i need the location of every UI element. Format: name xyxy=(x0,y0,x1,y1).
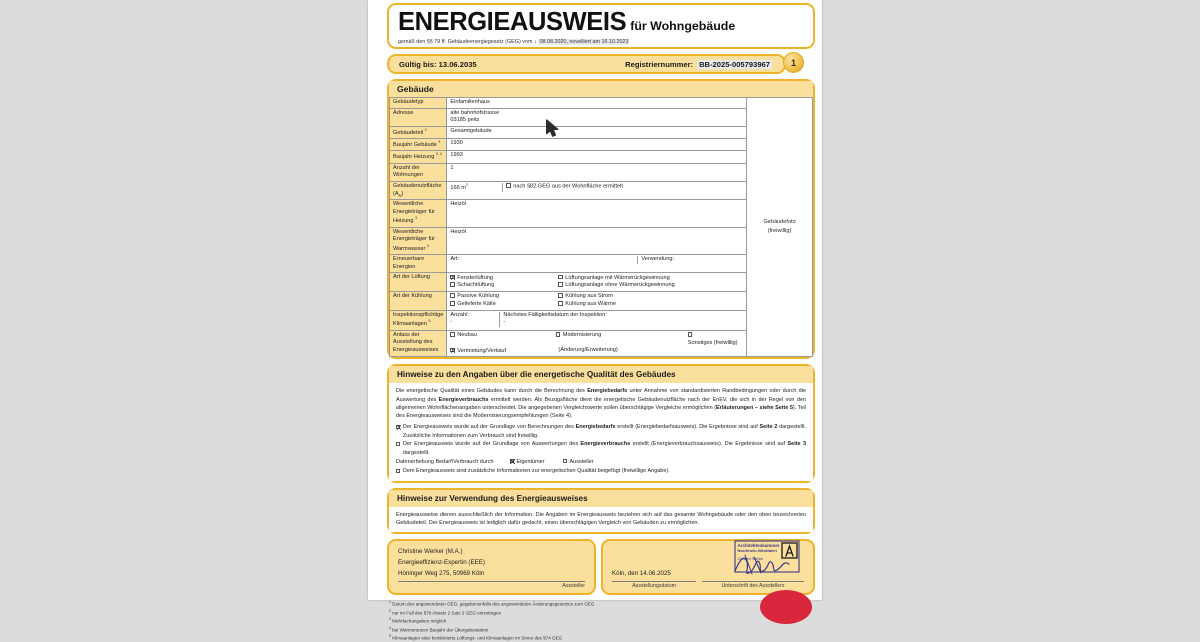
issue-reason-option-4 xyxy=(558,347,693,355)
option-zusatzinfo[interactable] xyxy=(396,467,806,475)
renewables-label: Erneuerbare Energien xyxy=(390,255,447,273)
ac-count-label: Anzahl: xyxy=(450,311,470,318)
issue-reason-label-2: Energieausweises xyxy=(393,346,439,353)
issue-reason-option-2-label: Sonstiges (freiwillig) xyxy=(687,339,738,346)
data-collection-option-1-label: Aussteller xyxy=(569,458,594,465)
building-part-label xyxy=(390,126,447,138)
registration-number-group xyxy=(625,60,774,69)
usable-area-number: 166 m xyxy=(450,184,466,191)
issue-reason-option-0[interactable] xyxy=(450,332,556,347)
footnote-text: Klimaanlagen oder kombinierte Lüftungs- und Klimaanlagen im Sinne des §74 GEG xyxy=(392,635,563,641)
cooling-row-1 xyxy=(450,293,743,301)
ventilation-option-0-label: Fensterlüftung xyxy=(457,274,494,281)
building-photo-sublabel: (freiwillig) xyxy=(767,228,792,235)
table-row xyxy=(390,227,747,255)
valid-until-label: Gültig bis: 13.06.2035 xyxy=(399,59,477,69)
page-subtitle: für Wohngebäude xyxy=(630,19,736,33)
issue-reason-option-3-label: Vermietung/Verkauf xyxy=(457,347,507,354)
option-energiebedarf[interactable] xyxy=(396,423,806,440)
issue-reason-option-3[interactable] xyxy=(450,347,558,355)
signature-area xyxy=(387,539,815,595)
signature-caption: Unterschrift des Ausstellers xyxy=(721,583,785,590)
table-row xyxy=(390,98,747,109)
quality-notes-heading: Hinweise zu den Angaben über die energetische Qualität des Gebäudes xyxy=(389,366,813,383)
heating-energy-source-footnote: 3 xyxy=(415,216,418,221)
table-row xyxy=(390,273,747,292)
checkbox-icon[interactable] xyxy=(558,293,562,297)
document-title-block xyxy=(387,3,815,49)
issuer-name: Christine Werker (M.A.) xyxy=(398,548,463,556)
building-table xyxy=(389,97,747,357)
heating-year-footnote: 3, 4 xyxy=(435,152,442,157)
issue-reason-row-1 xyxy=(450,332,743,347)
table-row xyxy=(390,292,747,311)
issue-reason-option-2[interactable] xyxy=(688,332,743,347)
cooling-option-2[interactable] xyxy=(450,301,558,309)
building-photo-label: Gebäudefoto xyxy=(763,218,796,225)
ventilation-options-cell[interactable] xyxy=(447,273,747,292)
usage-notes-heading: Hinweise zur Verwendung des Energieausweises xyxy=(389,490,813,507)
issuer-panel xyxy=(387,539,596,595)
ac-inspection-label-2: Klimaanlagen xyxy=(393,321,427,328)
issue-date-value: Köln, den 14.06.2025 xyxy=(612,569,671,577)
ob-e: dargestellt. Zusätzliche Informationen zum Verbrauch sind freiwillig. xyxy=(402,424,807,439)
quality-notes-paragraph xyxy=(396,387,806,420)
issue-date-column xyxy=(612,569,696,590)
ac-due-label: Nächstes Fälligkeitsdatum der Inspektion: xyxy=(503,311,607,318)
checkbox-icon[interactable] xyxy=(450,332,454,336)
table-row xyxy=(390,151,747,163)
table-row xyxy=(390,139,747,151)
ov-a: Der Energieausweis wurde auf der Grundlage von Auswertungen des xyxy=(402,441,581,448)
address-line-2: 03185 peitz xyxy=(450,117,480,124)
building-part-label-text: Gebäudeteil xyxy=(393,129,424,136)
registration-number-label: Registriernummer: xyxy=(625,59,694,69)
issue-reason-options-cell[interactable] xyxy=(447,330,747,356)
checkbox-icon[interactable] xyxy=(450,293,454,297)
svg-text:Christine Werker: Christine Werker xyxy=(737,557,764,562)
renewables-type: Art: xyxy=(450,256,638,264)
cooling-option-1[interactable] xyxy=(558,293,612,301)
checkbox-icon[interactable] xyxy=(450,348,454,352)
heating-energy-source-value[interactable]: Heizöl xyxy=(447,200,747,228)
checkbox-icon[interactable] xyxy=(506,183,510,187)
table-row xyxy=(390,255,747,273)
usable-area-unit-exponent: 2 xyxy=(465,182,468,187)
table-row xyxy=(390,200,747,228)
quality-notes-body xyxy=(389,383,813,481)
svg-text:Nordrhein-Westfalen: Nordrhein-Westfalen xyxy=(737,548,777,554)
checkbox-icon[interactable] xyxy=(396,425,400,429)
table-row xyxy=(390,330,747,356)
qn-p1c: unter Annahme von standardisierten Randbedingungen oder durch die Auswertung des xyxy=(396,388,806,403)
heating-energy-source-label-2: Heizung xyxy=(393,218,414,224)
water-energy-source-label xyxy=(390,227,447,255)
issue-reason-option-0-label: Neubau xyxy=(457,332,477,339)
page-number-badge: 1 xyxy=(783,52,804,73)
ob-d: Seite 2 xyxy=(759,424,778,431)
build-year-footnote: 3 xyxy=(438,140,441,145)
ac-inspection-label-1: Inspektionspflichtige xyxy=(393,311,444,318)
usage-notes-body: Energieausweise dienen ausschließlich der Information. Die Angaben im Energieausweis beziehen sich auf das gesamte Wohngebäude oder den oben bezeichneten Gebäudeteil. Der Energieausweis ist lediglich dafür gedacht, einen überschlägigen Vergleich von Gebäuden zu ermöglichen. xyxy=(389,507,813,533)
ac-inspection-label-2-wrap xyxy=(393,319,443,328)
table-row xyxy=(390,108,747,126)
cooling-option-0-label: Passive Kühlung xyxy=(457,293,499,300)
ov-d: Seite 3 xyxy=(787,441,807,448)
ob-c: erstellt (Energiebedarfsausweis). Die Ergebnisse sind auf xyxy=(615,424,760,431)
cooling-option-0[interactable] xyxy=(450,293,558,301)
renewables-subcells xyxy=(450,256,743,264)
issuer-role: Energieeffizienz-Expertin (EEE) xyxy=(398,558,485,566)
legal-basis-line xyxy=(398,39,804,45)
table-row xyxy=(390,181,747,199)
title-line xyxy=(398,10,804,36)
ac-inspection-subcells xyxy=(450,312,743,327)
water-energy-source-label-2: Warmwasser xyxy=(393,245,426,252)
issue-reason-option-1[interactable] xyxy=(556,332,688,347)
usable-area-label xyxy=(390,181,447,199)
architect-chamber-stamp xyxy=(734,540,800,580)
cooling-option-3-label: Kühlung aus Wärme xyxy=(565,301,616,308)
ventilation-option-1-label: Lüftungsanlage mit Wärmerückgewinnung xyxy=(565,274,670,281)
footnote-text: Datum des angewendeten GEG, gegebenenfalls des angewendeten Änderungsgesetzes zum GEG xyxy=(392,601,595,607)
usable-area-option[interactable] xyxy=(503,183,743,192)
ventilation-option-0[interactable] xyxy=(450,274,558,282)
cooling-option-1-label: Kühlung aus Strom xyxy=(565,293,613,300)
building-part-footnote: 2 xyxy=(424,127,427,132)
building-photo-placeholder[interactable] xyxy=(747,97,813,357)
data-collection-row xyxy=(396,458,806,466)
qn-p1f: Erläuterungen – siehe Seite 5 xyxy=(716,404,793,411)
footnote-item xyxy=(389,634,815,642)
water-energy-source-value[interactable]: Heizöl xyxy=(447,227,747,255)
heating-energy-source-label-2-wrap xyxy=(393,216,443,225)
cooling-options-cell[interactable] xyxy=(447,292,747,311)
usable-area-label-text: Gebäudenutzfläche (A xyxy=(393,182,442,197)
ventilation-option-2-label: Schachtlüftung xyxy=(457,282,495,289)
decorative-red-shape xyxy=(760,590,812,624)
renewables-value-cell[interactable] xyxy=(447,255,747,273)
cooling-option-3[interactable] xyxy=(558,301,616,309)
ac-inspection-value-cell[interactable] xyxy=(447,310,747,330)
water-energy-source-footnote: 3 xyxy=(427,243,429,248)
footnote-marker: 2 xyxy=(389,608,391,613)
renewables-usage: Verwendung: xyxy=(641,256,675,263)
heating-year-value[interactable]: 1993 xyxy=(447,151,747,163)
footnote-item xyxy=(389,600,815,608)
ventilation-row-1 xyxy=(450,274,743,282)
footnotes-list xyxy=(387,600,815,642)
ov-b: Energieverbrauchs xyxy=(580,441,631,448)
usage-notes-panel xyxy=(387,488,815,535)
footnote-text: nur im Fall des §79 Absatz 2 Satz 2 GEG einzutragen xyxy=(392,610,502,616)
ov-e: dargestellt. xyxy=(402,449,430,456)
building-table-wrapper xyxy=(389,97,813,357)
issue-reason-label-1: Anlass der Ausstellung des xyxy=(393,331,433,346)
cooling-label: Art der Kühlung xyxy=(390,292,447,311)
data-collection-option-0-label: Eigentümer xyxy=(516,458,545,465)
usable-area-option-label: nach §82 GEG aus der Wohnfläche ermittelt xyxy=(513,183,623,190)
issue-reason-label xyxy=(390,330,447,356)
legal-basis-prefix: gemäß den §§ 79 ff. Gebäudeenergiegesetz (GEG) vom xyxy=(398,38,533,45)
qn-p1b: Energiebedarfs xyxy=(587,388,628,395)
table-row xyxy=(390,310,747,330)
option-energiebedarf-text xyxy=(403,423,806,440)
page-content xyxy=(387,3,815,642)
data-collection-option-1[interactable] xyxy=(563,458,594,466)
ventilation-option-1[interactable] xyxy=(558,274,669,282)
table-row xyxy=(390,126,747,138)
legal-basis-date: 08.08.2020, novelliert am 16.10.2023 xyxy=(539,38,629,45)
page-title: ENERGIEAUSWEIS xyxy=(398,8,627,36)
address-value[interactable] xyxy=(447,108,747,126)
ac-count-value[interactable]: - xyxy=(450,319,453,326)
ov-c: erstellt (Energieverbrauchsausweis). Die Ergebnisse sind auf xyxy=(630,441,788,448)
water-energy-source-label-2-wrap xyxy=(393,244,443,253)
cooling-option-2-label: Gelieferte Kälte xyxy=(457,301,496,308)
ob-a: Der Energieausweis wurde auf der Grundlage von Berechnungen des xyxy=(402,424,576,431)
checkbox-icon[interactable] xyxy=(510,459,514,463)
ventilation-row-2 xyxy=(450,282,743,290)
checkbox-icon[interactable] xyxy=(558,282,562,286)
footnote-marker: 3 xyxy=(389,617,391,622)
option-energieverbrauch[interactable] xyxy=(396,440,806,457)
footnote-text: bei Wärmenetzen Baujahr der Übergabestation xyxy=(392,627,489,633)
issue-date-caption: Ausstellungsdatum xyxy=(632,583,676,590)
checkbox-icon[interactable] xyxy=(396,469,400,473)
building-panel xyxy=(387,79,815,359)
issuer-caption: Aussteller xyxy=(562,583,585,590)
footnote-item xyxy=(389,617,815,625)
usable-area-value-cell[interactable] xyxy=(447,181,747,199)
qn-p1e: ermittelt werden. Als Bezugsfläche dient die energetische Gebäudenutzfläche nach der EnEV, die sich in der Regel von den allgemeinen Wohnflächenangaben unterscheidet. Die angegebenen Vergleichswerte sollen überschlägige Vergleiche ermöglichen ( xyxy=(396,396,806,411)
ac-due-group xyxy=(500,312,743,327)
option-zusatzinfo-text: Dem Energieausweis sind zusätzliche Informationen zur energetischen Qualität beigefügt (freiwillige Angabe). xyxy=(402,468,670,475)
issuer-address: Höninger Weg 275, 50969 Köln xyxy=(398,569,485,577)
cooling-row-2 xyxy=(450,301,743,309)
ventilation-option-3[interactable] xyxy=(558,282,674,290)
usable-area-subcells xyxy=(450,183,743,192)
water-energy-source-label-1: Wesentliche Energieträger für xyxy=(393,228,435,243)
checkbox-icon[interactable] xyxy=(556,332,560,336)
ob-b: Energiebedarfs xyxy=(575,424,616,431)
quality-notes-checklist xyxy=(396,423,806,475)
qn-p1a: Die energetische Qualität eines Gebäudes kann durch die Berechnung des xyxy=(396,388,588,395)
footnote-item xyxy=(389,609,815,617)
building-section-heading: Gebäude xyxy=(389,81,813,97)
svg-text:Architektenkammer: Architektenkammer xyxy=(737,543,780,549)
issue-reason-row-2 xyxy=(450,347,743,355)
quality-notes-panel xyxy=(387,364,815,483)
checkbox-icon[interactable] xyxy=(563,459,567,463)
ac-count-group xyxy=(450,312,500,327)
build-year-label-text: Baujahr Gebäude xyxy=(393,141,437,148)
heating-energy-source-label-1: Wesentliche Energieträger für xyxy=(393,201,435,215)
document-page[interactable] xyxy=(368,0,822,641)
address-line-1: alte bahnhofstrasse xyxy=(450,109,500,116)
usable-area-value xyxy=(450,183,503,192)
signature-column xyxy=(702,543,804,590)
ac-inspection-footnote: 5 xyxy=(428,319,431,324)
qn-p1g: ). Teil des Energieausweises sind die Modernisierungsempfehlungen (Seite 4). xyxy=(396,404,806,420)
heating-year-label xyxy=(390,151,447,163)
building-type-label: Gebäudetyp xyxy=(390,98,447,109)
checkbox-icon[interactable] xyxy=(558,301,562,305)
issue-reason-option-1-label: Modernisierung xyxy=(562,332,602,339)
building-type-value[interactable]: Einfamilienhaus xyxy=(447,98,747,109)
data-collection-option-0[interactable] xyxy=(510,458,545,466)
build-year-label xyxy=(390,139,447,151)
ventilation-option-3-label: Lüftungsanlage ohne Wärmerückgewinnung xyxy=(565,282,675,289)
registration-number-value: BB-2025-005793967 xyxy=(699,59,770,69)
validity-bar xyxy=(387,54,786,74)
apartment-count-value[interactable]: 1 xyxy=(447,163,747,181)
ac-due-value[interactable]: - xyxy=(503,319,506,326)
footnote-item xyxy=(389,626,815,634)
checkbox-icon[interactable] xyxy=(450,275,454,279)
ac-inspection-label xyxy=(390,310,447,330)
data-collection-label: Datenerhebung Bedarf/Verbrauch durch xyxy=(396,458,494,465)
address-label: Adresse xyxy=(390,108,447,126)
date-signature-panel xyxy=(601,539,815,595)
apartment-count-label: Anzahl der Wohnungen xyxy=(390,163,447,181)
checkbox-icon[interactable] xyxy=(450,301,454,305)
checkbox-icon[interactable] xyxy=(558,275,562,279)
qn-p1d: Energieverbrauchs xyxy=(438,396,489,403)
footnote-marker: 1 xyxy=(389,600,391,605)
usable-area-label-sub: N xyxy=(398,192,402,198)
footnote-marker: 4 xyxy=(389,625,391,630)
ventilation-option-2[interactable] xyxy=(450,282,558,290)
checkbox-icon[interactable] xyxy=(450,282,454,286)
table-row xyxy=(390,163,747,181)
usable-area-label-end: ) xyxy=(401,190,404,197)
ventilation-label: Art der Lüftung xyxy=(390,273,447,292)
checkbox-icon[interactable] xyxy=(688,332,692,336)
footnote-text: Mehrfachangaben möglich xyxy=(392,618,447,624)
building-part-value[interactable]: Gesamtgebäude xyxy=(447,126,747,138)
option-energieverbrauch-text xyxy=(403,440,806,457)
build-year-value[interactable]: 1930 xyxy=(447,139,747,151)
footnote-marker: 5 xyxy=(389,633,391,638)
issue-reason-option-4-label: (Änderung/Erweiterung) xyxy=(558,347,618,354)
legal-footnote-marker: 1 xyxy=(534,39,537,44)
heating-energy-source-label xyxy=(390,200,447,228)
checkbox-icon[interactable] xyxy=(396,442,400,446)
heating-year-label-text: Baujahr Heizung xyxy=(393,154,435,161)
